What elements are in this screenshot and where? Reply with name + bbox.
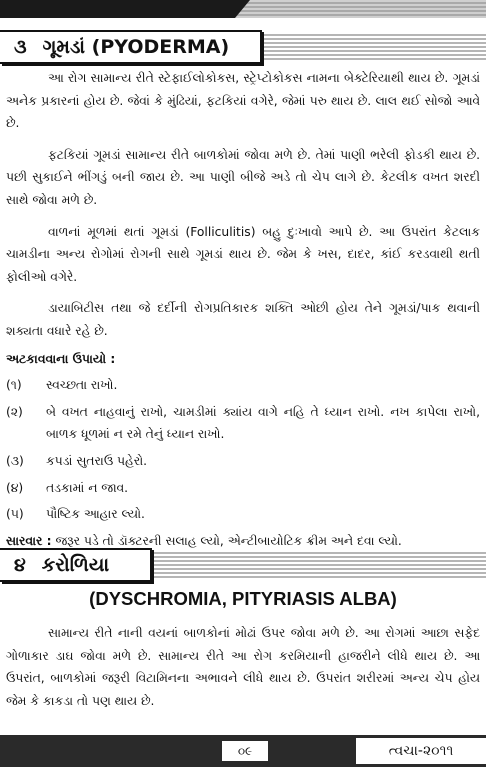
heading-stripes bbox=[152, 552, 486, 578]
treatment-label: સારવાર : bbox=[6, 533, 52, 548]
list-number: (૪) bbox=[6, 480, 24, 495]
section-4-number: ૪ bbox=[14, 554, 26, 576]
list-text: સ્વચ્છતા રાખો. bbox=[46, 378, 118, 393]
list-text: બે વખત નાહવાનું રાખો, ચામડીમાં ક્યાંય વાગે નહિ તે ધ્યાન રાખો. નખ કાપેલા રાખો, બાળક ધૂળમાં ન રમે તેનું ધ્યાન રાખો. bbox=[46, 404, 480, 442]
section-3-number: ૩ bbox=[14, 36, 27, 58]
paragraph: ડાયાબિટીસ તથા જે દર્દીની રોગપ્રતિકારક શક્તિ ઓછી હોય તેને ગૂમડાં/પાક થવાની શક્યતા વધારે રહે છે. bbox=[6, 301, 480, 338]
heading-stripes bbox=[262, 34, 486, 60]
paragraph: આ રોગ સામાન્ય રીતે સ્ટેફાઈલોકોકસ, સ્ટ્રેપ્ટોકોકસ નામના બેક્ટેરિયાથી થાય છે. ગૂમડાં અનેક પ્રકારનાં હોય છે. જેવાં કે મુંઢિયાં, ફટકિયાં વગેરે, જેમાં પરુ થાય છે. લાલ થઈ સોજો આવે છે. bbox=[6, 71, 480, 131]
list-number: (૧) bbox=[6, 378, 22, 393]
prevention-heading: અટકાવવાના ઉપાયો : bbox=[6, 351, 116, 366]
section-4-title: કરોળિયા bbox=[41, 554, 110, 576]
section-3-heading bbox=[0, 30, 486, 66]
paragraph: વાળનાં મૂળમાં થતાં ગૂમડાં (Folliculitis) બહુ દુઃખાવો આપે છે. આ ઉપરાંત કેટલાક ચામડીના અન્ય રોગોમાં રોગની સાથે ગૂમડાં થાય છે. જેમ કે ખસ, દાદર, કાંઈ કરડવાથી થતી ફોલીઓ વગેરે. bbox=[6, 224, 480, 284]
book-name: ત્વચા-૨૦૧૧ bbox=[356, 738, 486, 764]
top-decor-bar bbox=[0, 0, 486, 18]
list-number: (૩) bbox=[6, 453, 24, 468]
treatment-text: જરૂર પડે તો ડૉક્ટરની સલાહ લ્યો, એન્ટીબાયોટિક ક્રીમ અને દવા લ્યો. bbox=[51, 533, 402, 548]
list-number: (૨) bbox=[6, 404, 23, 419]
list-text: પૌષ્ટિક આહાર લ્યો. bbox=[46, 507, 145, 522]
list-number: (૫) bbox=[6, 507, 24, 522]
list-item bbox=[6, 374, 480, 397]
section-3-title-box bbox=[0, 30, 262, 64]
top-dark-band bbox=[0, 0, 250, 18]
section-4-title-box bbox=[0, 548, 152, 582]
list-item bbox=[6, 503, 480, 526]
page-number: ૦૯ bbox=[222, 741, 268, 761]
list-item bbox=[6, 450, 480, 473]
section-4-heading bbox=[0, 548, 486, 584]
page-footer bbox=[0, 735, 486, 767]
paragraph: ફટકિયાં ગૂમડાં સામાન્ય રીતે બાળકોમાં જોવા મળે છે. તેમાં પાણી ભરેલી ફોડકી થાય છે. પછી સુકાઈને ભીંગડું બની જાય છે. આ પાણી બીજે અડે તો ચેપ લાગે છે. કેટલીક વખત શરદી સાથે જોવા મળે છે. bbox=[6, 147, 480, 207]
list-item bbox=[6, 477, 480, 500]
list-item bbox=[6, 401, 480, 446]
top-striped-band bbox=[235, 0, 486, 18]
section-3-body bbox=[6, 67, 480, 552]
section-4-body bbox=[6, 622, 480, 712]
list-text: તડકામાં ન જાવ. bbox=[46, 480, 129, 495]
paragraph: સામાન્ય રીતે નાની વયનાં બાળકોનાં મોઢાં ઉપર જોવા મળે છે. આ રોગમાં આછા સફેદ ગોળાકાર ડાઘ જોવા મળે છે. સામાન્ય રીતે આ રોગ કરમિયાની હાજરીને લીધે થાય છે. આ ઉપરાંત, બાળકોમાં જરૂરી વિટામિનના અભાવને લીધે થાય છે. ઉપરાંત શરીરમાં અન્ય ચેપ હોય જેમ કે કાકડા તો પણ થાય છે. bbox=[6, 626, 480, 708]
list-text: કપડાં સુતરાઉ પહેરો. bbox=[46, 453, 148, 468]
section-3-title: ગૂમડાં (PYODERMA) bbox=[42, 36, 230, 58]
section-4-subtitle: (DYSCHROMIA, PITYRIASIS ALBA) bbox=[89, 588, 397, 609]
